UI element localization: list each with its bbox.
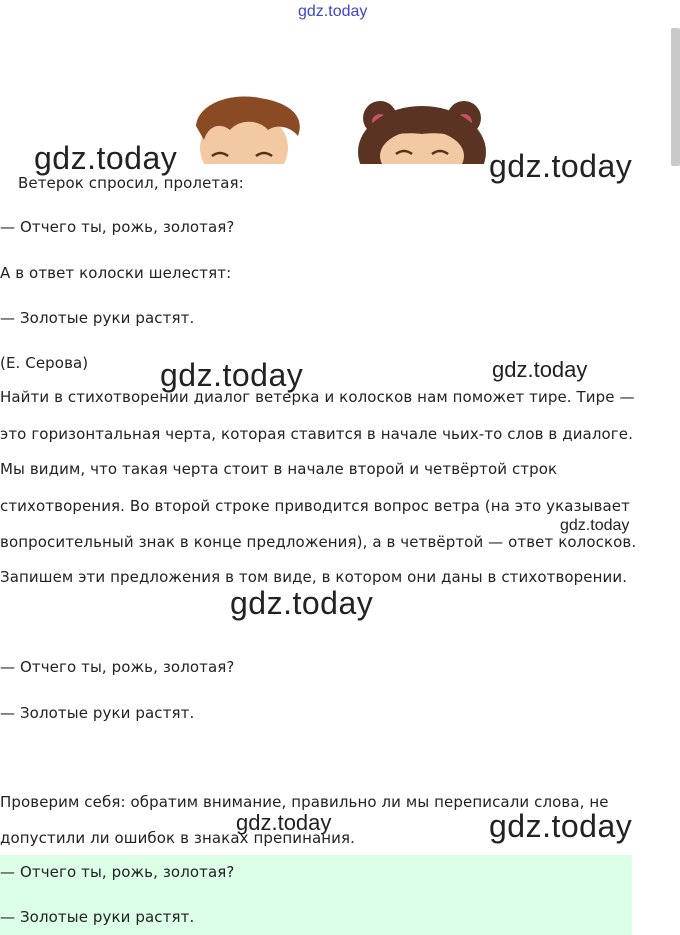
poem-line: Ветерок спросил, пролетая: (18, 174, 244, 192)
explanation-line: Найти в стихотворении диалог ветерка и колосков нам поможет тире. Тире — (0, 388, 635, 406)
poem-line: А в ответ колоски шелестят: (0, 264, 232, 282)
explanation-line: стихотворения. Во второй строке приводится вопрос ветра (на это указывает (0, 497, 630, 515)
poem-line: — Отчего ты, рожь, золотая? (0, 218, 235, 236)
watermark: gdz.today (489, 808, 633, 844)
kids-illustration (190, 96, 490, 164)
watermark-top: gdz.today (298, 3, 368, 20)
poem-line: — Золотые руки растят. (0, 309, 195, 327)
girl-avatar (358, 101, 486, 164)
watermark: gdz.today (489, 148, 633, 184)
poem-author: (Е. Серова) (0, 354, 89, 372)
answer-line: — Отчего ты, рожь, золотая? (0, 658, 235, 676)
highlighted-answer-line: — Золотые руки растят. (0, 908, 195, 926)
watermark: gdz.today (492, 357, 588, 382)
check-line: Проверим себя: обратим внимание, правильно ли мы переписали слова, не (0, 793, 609, 811)
watermark: gdz.today (34, 140, 178, 176)
check-line: допустили ли ошибок в знаках препинания. (0, 829, 356, 847)
watermark: gdz.today (560, 517, 630, 534)
scrollbar-thumb[interactable] (671, 28, 680, 166)
explanation-line: Запишем эти предложения в том виде, в котором они даны в стихотворении. (0, 568, 628, 586)
explanation-line: вопросительный знак в конце предложения), а в четвёртой — ответ колосков. (0, 533, 637, 551)
explanation-line: это горизонтальная черта, которая ставится в начале чьих-то слов в диалоге. (0, 425, 633, 443)
boy-avatar (196, 96, 300, 164)
watermark: gdz.today (160, 357, 304, 393)
highlighted-answer-line: — Отчего ты, рожь, золотая? (0, 863, 235, 881)
explanation-line: Мы видим, что такая черта стоит в начале второй и четвёртой строк (0, 460, 558, 478)
watermark: gdz.today (230, 585, 374, 621)
answer-line: — Золотые руки растят. (0, 704, 195, 722)
watermark: gdz.today (236, 810, 332, 835)
